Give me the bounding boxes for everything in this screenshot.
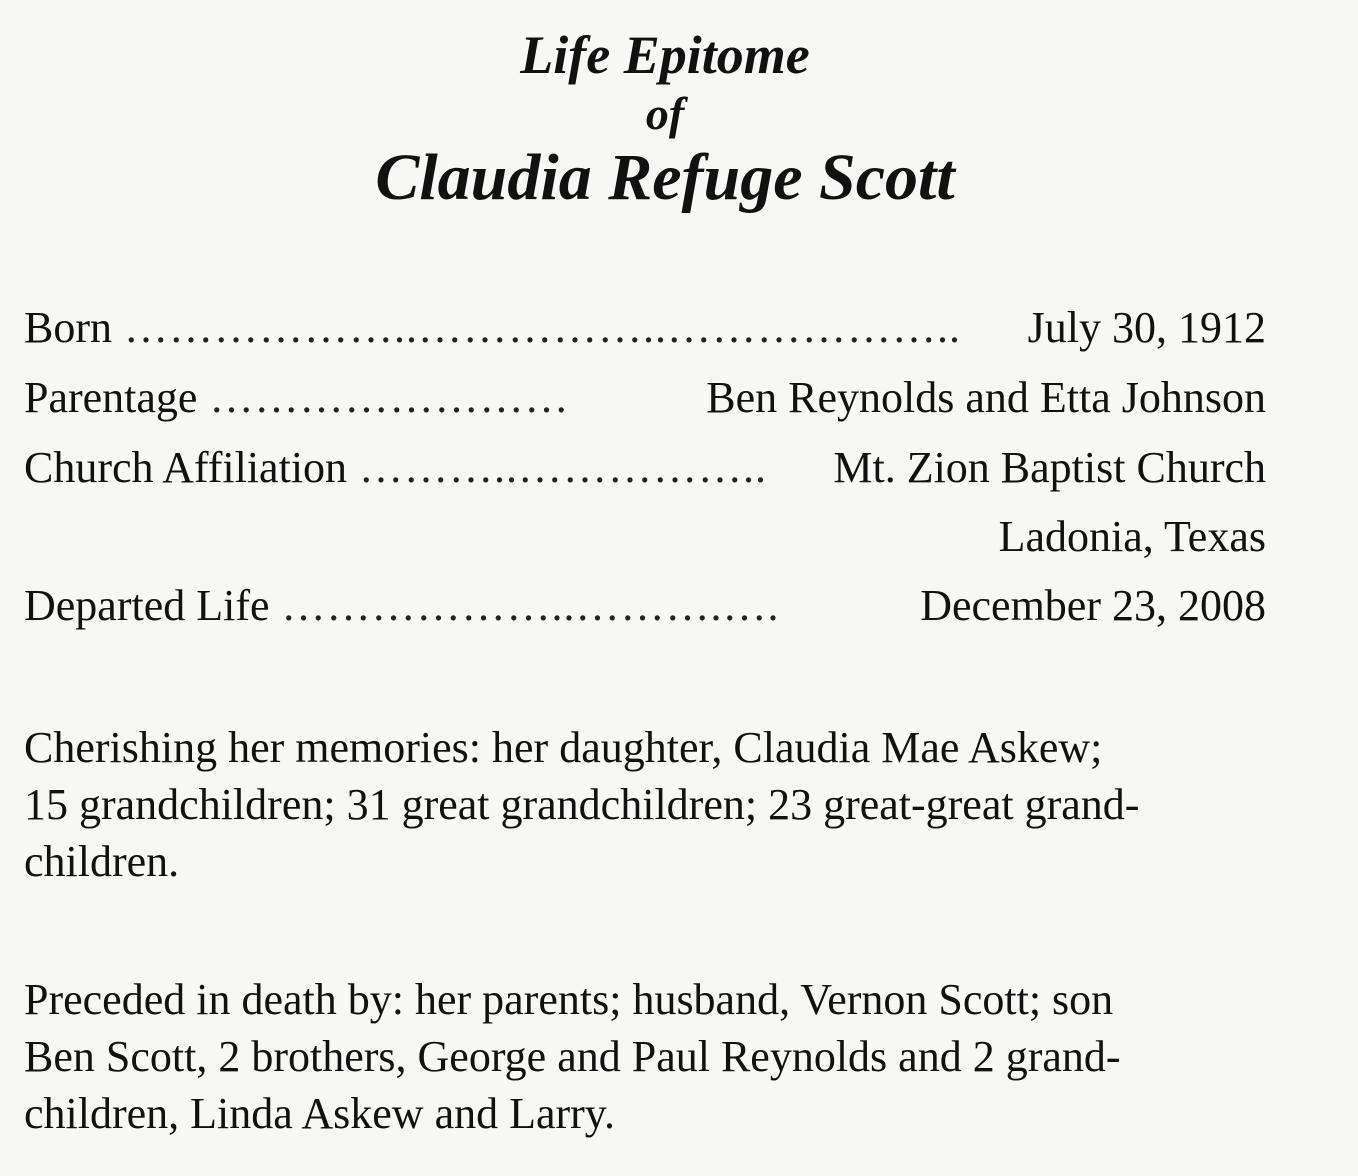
fact-label-church: Church Affiliation (24, 443, 348, 492)
heading-of: of (645, 88, 685, 139)
fact-value-born: July 30, 1912 (1027, 303, 1266, 352)
heading-name: Claudia Refuge Scott (375, 141, 955, 214)
fact-value-departed: December 23, 2008 (920, 581, 1266, 630)
survivors-line: 15 grandchildren; 31 great grandchildren; 23 great-great grand- (24, 780, 1140, 829)
dot-leader: …………………… (209, 373, 570, 422)
preceded-line: children, Linda Askew and Larry. (24, 1089, 615, 1138)
survivors-line: Cherishing her memories: her daughter, Claudia Mae Askew; (24, 723, 1103, 772)
dot-leader: ………..…………….. (359, 443, 768, 492)
fact-row-church (24, 440, 1266, 496)
preceded-paragraph (24, 971, 1314, 1142)
fact-value-church: Mt. Zion Baptist Church (833, 443, 1266, 492)
fact-label-parentage: Parentage (24, 373, 198, 422)
preceded-line: Ben Scott, 2 brothers, George and Paul Reynolds and 2 grand- (24, 1032, 1121, 1081)
dot-leader: ………………..……….…. (281, 581, 780, 630)
survivors-paragraph (24, 719, 1314, 890)
preceded-line: Preceded in death by: her parents; husband, Vernon Scott; son (24, 975, 1114, 1024)
survivors-line: children. (24, 837, 180, 886)
fact-value-parentage: Ben Reynolds and Etta Johnson (706, 373, 1266, 422)
dot-leader: ………………..……………..……………….. (124, 303, 961, 352)
fact-row-departed (24, 578, 1266, 634)
fact-label-departed: Departed Life (24, 581, 270, 630)
fact-label-born: Born (24, 303, 112, 352)
fact-row-born (24, 300, 1266, 356)
heading-life-epitome: Life Epitome (520, 25, 810, 85)
fact-value-church-location: Ladonia, Texas (998, 512, 1266, 561)
fact-row-parentage (24, 370, 1266, 426)
